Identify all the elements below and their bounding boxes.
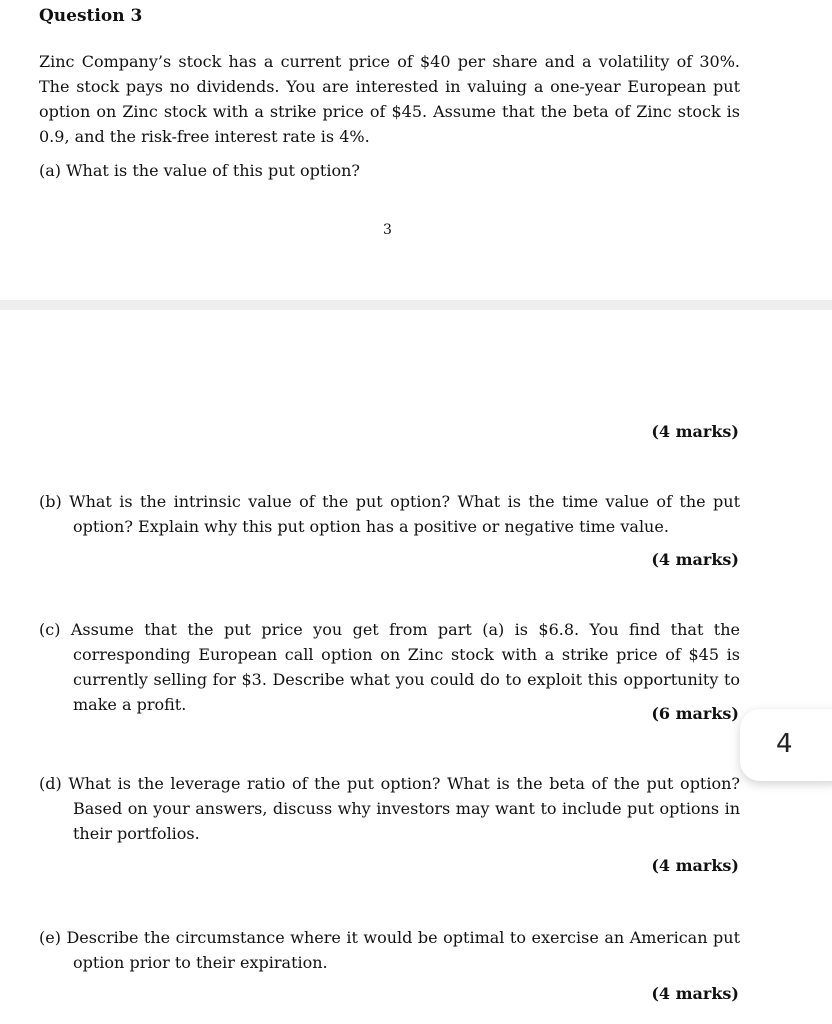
marks-part-d: (4 marks) <box>651 856 739 875</box>
question-part-e: (e) Describe the circumstance where it would be optimal to exercise an American put option prior to their expiration. <box>39 928 740 972</box>
page-separator <box>0 300 832 310</box>
page-indicator-number: 4 <box>776 729 793 759</box>
question-part-d: (d) What is the leverage ratio of the put option? What is the beta of the put option? Based on your answers, discuss why investors may want to include put options in their portfolios. <box>39 774 740 843</box>
question-part-a: (a) What is the value of this put option? <box>39 161 360 180</box>
question-intro: Zinc Company’s stock has a current price of $40 per share and a volatility of 30%. The stock pays no dividends. You are interested in valuing a one-year European put option on Zinc stock with a strike price of $45. Assume that the beta of Zinc stock is 0.9, and the risk-free interest rate is 4%. <box>39 52 740 146</box>
question-part-c: (c) Assume that the put price you get from part (a) is $6.8. You find that the corresponding European call option on Zinc stock with a strike price of $45 is currently selling for $3. Describe what you could do to exploit this opportunity to make a profit. <box>39 620 740 714</box>
page-3 <box>0 0 832 300</box>
marks-part-a: (4 marks) <box>651 422 739 441</box>
page-number: 3 <box>383 222 392 238</box>
marks-part-b: (4 marks) <box>651 550 739 569</box>
question-heading: Question 3 <box>39 6 143 26</box>
marks-part-c: (6 marks) <box>651 704 739 723</box>
page-indicator-badge[interactable] <box>740 709 832 781</box>
question-part-b: (b) What is the intrinsic value of the put option? What is the time value of the put option? Explain why this put option has a positive or negative time value. <box>39 492 740 536</box>
marks-part-e: (4 marks) <box>651 984 739 1003</box>
